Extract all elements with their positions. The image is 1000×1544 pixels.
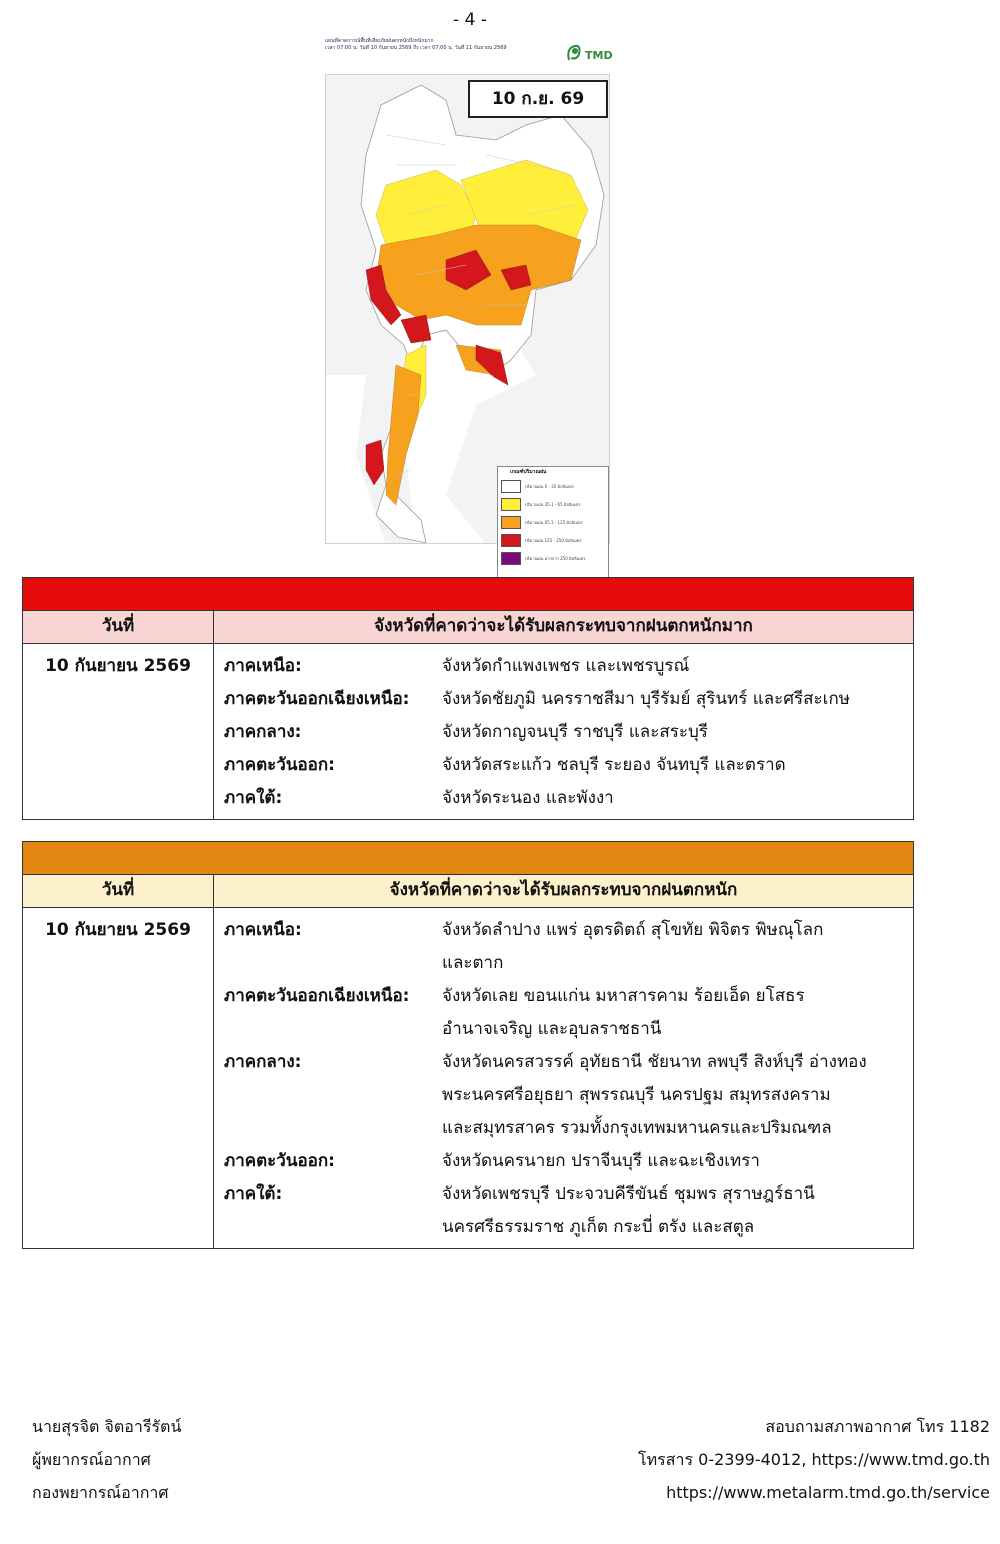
- region-label: [224, 1211, 442, 1244]
- region-row: [224, 716, 913, 749]
- region-row: [224, 650, 913, 683]
- heavy-rain-table: [22, 841, 914, 1249]
- legend-swatch: [501, 480, 521, 493]
- region-label: ภาคใต้:: [224, 1184, 283, 1204]
- tmd-logo-text: TMD: [585, 49, 613, 62]
- region-provinces: จังหวัดนครสวรรค์ อุทัยธานี ชัยนาท ลพบุรี สิงห์บุรี อ่างทอง: [442, 1052, 867, 1072]
- legend-text: ปริมาณฝน มากกว่า 250 มิลลิเมตร: [525, 555, 586, 561]
- region-label: ภาคตะวันออกเฉียงเหนือ:: [224, 986, 410, 1006]
- date-cell: 10 กันยายน 2569: [23, 908, 214, 1249]
- region-label: [224, 947, 442, 980]
- map-date-box: 10 ก.ย. 69: [468, 80, 608, 118]
- date-cell: 10 กันยายน 2569: [23, 644, 214, 820]
- region-row: [224, 947, 913, 980]
- region-row: [224, 1013, 913, 1046]
- map-header-line: เวลา 07:00 น. วันที่ 10 กันยายน 2569 ถึง เวลา 07:00 น. วันที่ 11 กันยายน 2569: [325, 45, 507, 51]
- region-label: [224, 1079, 442, 1112]
- region-row: [224, 1046, 913, 1079]
- forecaster-title: ผู้พยากรณ์อากาศ: [32, 1450, 151, 1469]
- legend-text: ปริมาณฝน 35.1 - 65 มิลลิเมตร: [525, 501, 581, 507]
- region-label: ภาคตะวันออก:: [224, 755, 335, 775]
- table-row: [23, 644, 914, 820]
- region-row: [224, 782, 913, 815]
- provinces-column-header: จังหวัดที่คาดว่าจะได้รับผลกระทบจากฝนตกหนัก: [214, 875, 914, 908]
- region-label: [224, 1013, 442, 1046]
- legend-text: ปริมาณฝน 65.1 - 125 มิลลิเมตร: [525, 519, 583, 525]
- region-provinces: นครศรีธรรมราช ภูเก็ต กระบี่ ตรัง และสตูล: [442, 1217, 755, 1237]
- table-header-row: [23, 611, 914, 644]
- regions-cell: [214, 644, 914, 820]
- map-legend: [497, 466, 609, 582]
- region-provinces: จังหวัดชัยภูมิ นครราชสีมา บุรีรัมย์ สุรินทร์ และศรีสะเกษ: [442, 689, 850, 709]
- region-provinces: จังหวัดเลย ขอนแก่น มหาสารคาม ร้อยเอ็ด ยโสธร: [442, 986, 805, 1006]
- legend-title: เกณฑ์ปริมาณฝน: [510, 469, 547, 475]
- region-row: [224, 683, 913, 716]
- region-provinces: จังหวัดกาญจนบุรี ราชบุรี และสระบุรี: [442, 722, 708, 742]
- band-cell: [23, 842, 914, 875]
- region-label: ภาคใต้:: [224, 788, 283, 808]
- table-color-band: [23, 842, 914, 875]
- region-provinces: และสมุทรสาคร รวมทั้งกรุงเทพมหานครและปริมณฑล: [442, 1118, 832, 1138]
- region-provinces: และตาก: [442, 953, 504, 973]
- region-label: ภาคตะวันออกเฉียงเหนือ:: [224, 689, 410, 709]
- map-header-line: แผนที่คาดการณ์พื้นที่เสี่ยงภัยฝนตกหนักถึงหนักมาก: [325, 38, 434, 44]
- contact-service-link[interactable]: https://www.metalarm.tmd.go.th/service: [666, 1483, 990, 1502]
- contact-phone: สอบถามสภาพอากาศ โทร 1182: [765, 1417, 990, 1436]
- very-heavy-rain-table: [22, 577, 914, 820]
- date-column-header: วันที่: [23, 875, 214, 908]
- region-label: ภาคเหนือ:: [224, 920, 302, 940]
- provinces-column-header: จังหวัดที่คาดว่าจะได้รับผลกระทบจากฝนตกหนักมาก: [214, 611, 914, 644]
- region-row: [224, 1145, 913, 1178]
- legend-swatch: [501, 498, 521, 511]
- rain-risk-map-figure: [325, 38, 613, 561]
- region-label: ภาคกลาง:: [224, 1052, 302, 1072]
- date-column-header: วันที่: [23, 611, 214, 644]
- region-provinces: จังหวัดนครนายก ปราจีนบุรี และฉะเชิงเทรา: [442, 1151, 760, 1171]
- region-provinces: พระนครศรีอยุธยา สุพรรณบุรี นครปฐม สมุทรสงคราม: [442, 1085, 831, 1105]
- region-row: [224, 749, 913, 782]
- contact-fax-website[interactable]: โทรสาร 0-2399-4012, https://www.tmd.go.th: [638, 1450, 990, 1469]
- agency-logos: [563, 40, 613, 64]
- table-color-band: [23, 578, 914, 611]
- legend-swatch: [501, 516, 521, 529]
- legend-text: ปริมาณฝน 125 - 250 มิลลิเมตร: [525, 537, 582, 543]
- table-header-row: [23, 875, 914, 908]
- legend-item: [498, 549, 608, 567]
- forecaster-signature-block: [32, 1410, 181, 1509]
- region-provinces: อำนาจเจริญ และอุบลราชธานี: [442, 1019, 662, 1039]
- legend-swatch: [501, 552, 521, 565]
- region-row: [224, 1211, 913, 1244]
- legend-item: [498, 513, 608, 531]
- forecaster-name: นายสุรจิต จิตอารีรัตน์: [32, 1417, 182, 1436]
- region-provinces: จังหวัดสระแก้ว ชลบุรี ระยอง จันทบุรี และตราด: [442, 755, 786, 775]
- regions-cell: [214, 908, 914, 1249]
- region-label: [224, 1112, 442, 1145]
- region-row: [224, 914, 913, 947]
- region-provinces: จังหวัดระนอง และพังงา: [442, 788, 614, 808]
- legend-text: ปริมาณฝน 0 - 35 มิลลิเมตร: [525, 483, 574, 489]
- region-row: [224, 1178, 913, 1211]
- page-number: - 4 -: [453, 10, 487, 30]
- contact-block: [638, 1410, 990, 1509]
- region-row: [224, 980, 913, 1013]
- region-label: ภาคกลาง:: [224, 722, 302, 742]
- region-provinces: จังหวัดลำปาง แพร่ อุตรดิตถ์ สุโขทัย พิจิตร พิษณุโลก: [442, 920, 824, 940]
- legend-swatch: [501, 534, 521, 547]
- region-provinces: จังหวัดเพชรบุรี ประจวบคีรีขันธ์ ชุมพร สุราษฎร์ธานี: [442, 1184, 815, 1204]
- legend-item: [498, 477, 608, 495]
- forecaster-division: กองพยากรณ์อากาศ: [32, 1483, 169, 1502]
- tmd-logo-icon: [563, 40, 613, 64]
- legend-item: [498, 495, 608, 513]
- region-label: ภาคตะวันออก:: [224, 1151, 335, 1171]
- table-row: [23, 908, 914, 1249]
- region-row: [224, 1079, 913, 1112]
- region-row: [224, 1112, 913, 1145]
- map-header: [325, 38, 565, 52]
- legend-item: [498, 531, 608, 549]
- region-label: ภาคเหนือ:: [224, 656, 302, 676]
- region-provinces: จังหวัดกำแพงเพชร และเพชรบูรณ์: [442, 656, 690, 676]
- band-cell: [23, 578, 914, 611]
